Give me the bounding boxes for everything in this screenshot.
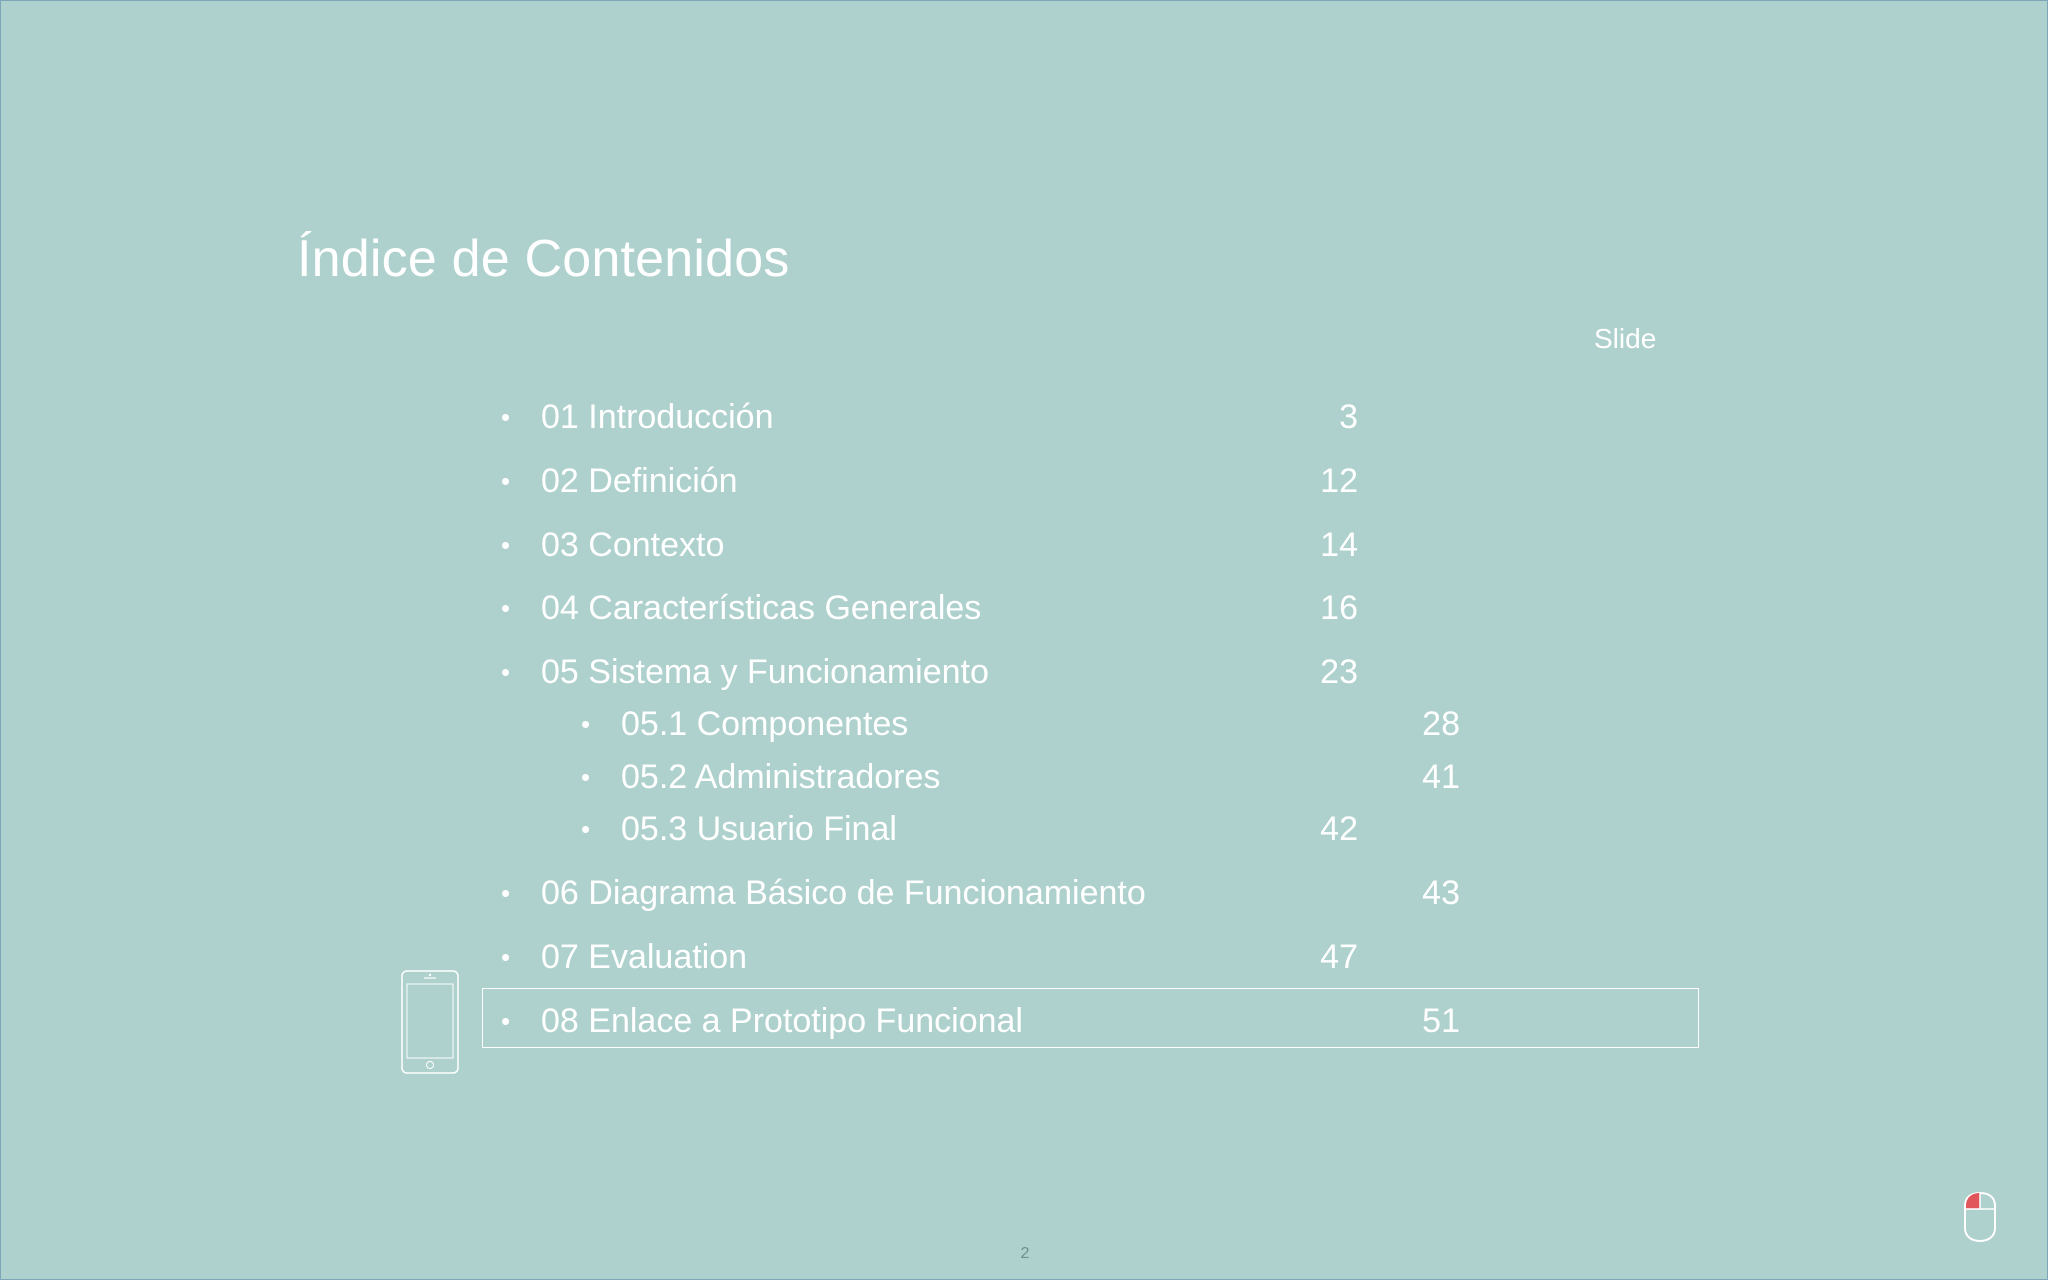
mouse-icon: [1963, 1191, 1997, 1243]
bullet-icon: •: [581, 762, 591, 792]
toc-entry-page: 47: [1320, 938, 1358, 976]
bullet-icon: •: [501, 1006, 511, 1036]
bullet-icon: •: [501, 466, 511, 496]
toc-entry[interactable]: [1, 520, 2048, 570]
page-number: 2: [1020, 1245, 1030, 1262]
toc-entry-label: 04 Características Generales: [541, 589, 982, 627]
toc-entry[interactable]: [1, 583, 2048, 633]
toc-entry-label: 01 Introducción: [541, 398, 774, 436]
bullet-icon: •: [501, 942, 511, 972]
toc-entry-label: 02 Definición: [541, 462, 738, 500]
toc-entry-page: 43: [1422, 874, 1460, 912]
toc-entry-label: 06 Diagrama Básico de Funcionamiento: [541, 874, 1146, 912]
toc-subentry[interactable]: [1, 699, 2048, 749]
toc-entry-label: 08 Enlace a Prototipo Funcional: [541, 1002, 1023, 1040]
toc-entry-prototype-link[interactable]: [1, 996, 2048, 1046]
toc-entry-label: 05.1 Componentes: [621, 705, 909, 743]
bullet-icon: •: [501, 878, 511, 908]
toc-entry-page: 51: [1422, 1002, 1460, 1040]
toc-subentry[interactable]: [1, 804, 2048, 854]
toc-entry-label: 07 Evaluation: [541, 938, 748, 976]
bullet-icon: •: [581, 709, 591, 739]
toc-entry-page: 42: [1320, 810, 1358, 848]
toc-entry[interactable]: [1, 932, 2048, 982]
toc-entry-label: 05.3 Usuario Final: [621, 810, 897, 848]
toc-subentry[interactable]: [1, 752, 2048, 802]
toc-entry-page: 12: [1320, 462, 1358, 500]
toc-entry-page: 28: [1422, 705, 1460, 743]
toc-entry-page: 3: [1339, 398, 1358, 436]
toc-entry[interactable]: [1, 392, 2048, 442]
toc-entry[interactable]: [1, 868, 2048, 918]
toc-entry-label: 05 Sistema y Funcionamiento: [541, 653, 989, 691]
bullet-icon: •: [501, 593, 511, 623]
slide-title: Índice de Contenidos: [297, 230, 790, 288]
toc-entry-page: 14: [1320, 526, 1358, 564]
bullet-icon: •: [501, 530, 511, 560]
toc-entry-label: 03 Contexto: [541, 526, 725, 564]
bullet-icon: •: [501, 402, 511, 432]
slide-column-header: Slide: [1594, 323, 1657, 354]
toc-entry-page: 41: [1422, 758, 1460, 796]
toc-entry-label: 05.2 Administradores: [621, 758, 941, 796]
bullet-icon: •: [501, 657, 511, 687]
bullet-icon: •: [581, 814, 591, 844]
toc-entry-page: 16: [1320, 589, 1358, 627]
toc-entry-page: 23: [1320, 653, 1358, 691]
toc-entry[interactable]: [1, 456, 2048, 506]
toc-entry[interactable]: [1, 647, 2048, 697]
smartphone-icon: [400, 969, 462, 1075]
